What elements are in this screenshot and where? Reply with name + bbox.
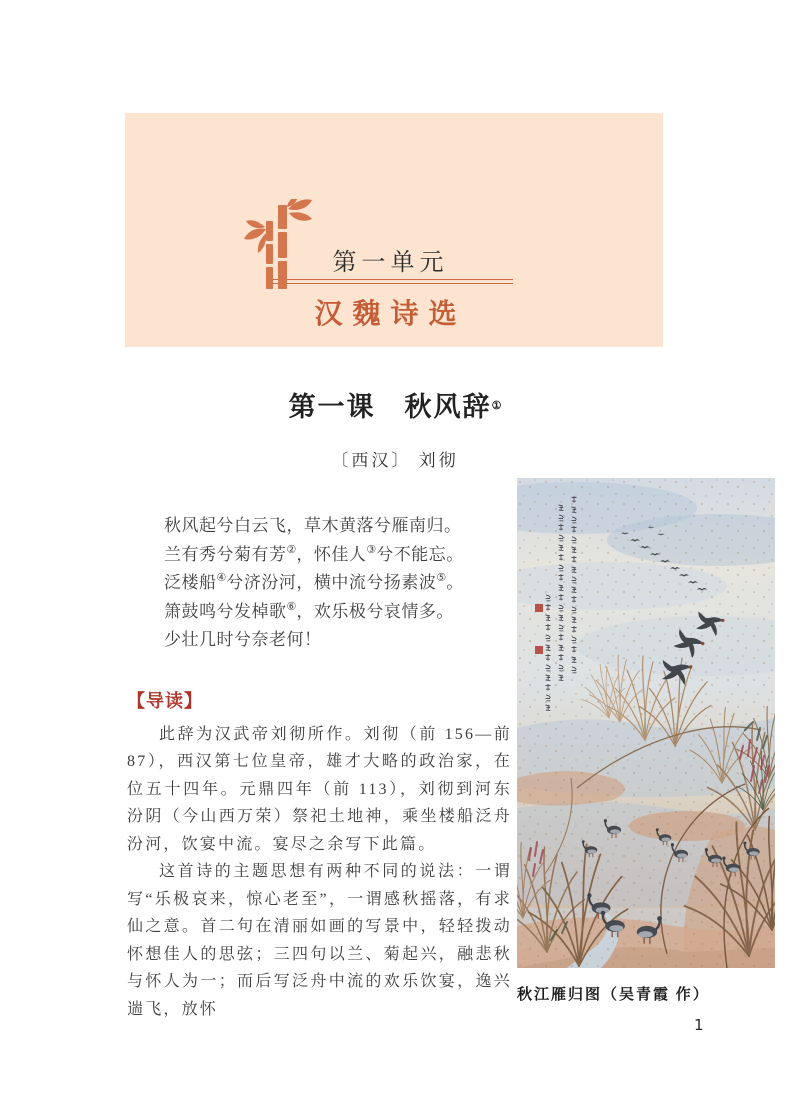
painting [517,478,775,968]
lesson-author: 〔西汉〕 刘彻 [331,451,459,470]
poem-line: 泛楼船④兮济汾河，横中流兮扬素波⑤。 [164,572,464,592]
lesson-title-text: 第一课 秋风辞 [288,392,492,422]
footnote-ref: ② [286,543,297,556]
guide-label: 【导读】 [127,690,203,711]
lesson-content [127,478,777,1023]
guide-paragraph: 这首诗的主题思想有两种不同的说法：一谓写“乐极哀来，惊心老至”，一谓感秋摇落，有求仙之意。首二句在清丽如画的写景中，轻轻拨动怀想佳人的思弦；三四句以兰、菊起兴，融悲秋与怀人为一；而后写泛舟中流的欢乐饮宴，逸兴遄飞，放怀 [127,863,512,1018]
footnote-ref: ③ [366,543,377,556]
speckle-texture [517,478,775,968]
page-number: 1 [694,1016,704,1034]
unit-label: 第一单元 [332,250,449,276]
poem-line: 少壮几时兮奈老何！ [164,630,322,649]
painting-caption: 秋江雁归图（吴青霞 作） [517,987,710,1003]
seal-stamp [535,604,543,612]
poem-line: 箫鼓鸣兮发棹歌⑥，欢乐极兮哀情多。 [164,600,454,621]
unit-header-inner [268,201,513,332]
footnote-ref: ⑤ [436,572,447,584]
bamboo-icon [244,199,316,291]
unit-title: 汉魏诗选 [314,299,467,330]
poem [127,512,512,655]
text-column [127,478,512,1023]
seal-stamp [535,646,543,654]
guide-text [127,721,512,1024]
unit-header [125,113,663,347]
lesson-title [0,390,790,424]
painting-figure [517,478,775,1004]
guide-paragraph: 此辞为汉武帝刘彻所作。刘彻（前 156—前 87），西汉第七位皇帝，雄才大略的政治家，在位五十四年。元鼎四年（前 113），刘彻到河东汾阴（今山西万荣）祭祀土地神，乘坐楼船泛舟汾河，饮宴中流。宴尽之余写下此篇。 [127,725,512,853]
footnote-ref: ⑥ [286,600,297,613]
footnote-ref-title: ① [491,400,502,412]
poem-line: 秋风起兮白云飞，草木黄落兮雁南归。 [164,516,462,535]
footnote-ref: ④ [216,572,227,584]
poem-line: 兰有秀兮菊有芳②，怀佳人③兮不能忘。 [164,543,464,564]
